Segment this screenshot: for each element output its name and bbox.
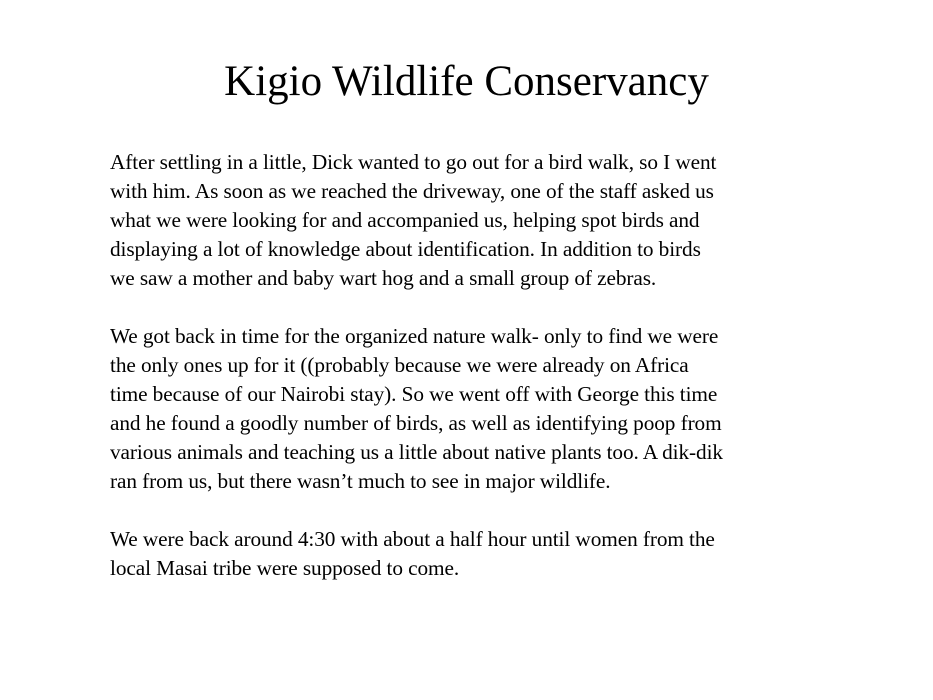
paragraph-line: various animals and teaching us a little about native plants too. A dik-dik xyxy=(110,440,723,464)
paragraph-1 xyxy=(110,148,830,293)
paragraph-line: with him. As soon as we reached the driveway, one of the staff asked us xyxy=(110,179,714,203)
paragraph-2 xyxy=(110,322,830,496)
paragraph-line: what we were looking for and accompanied us, helping spot birds and xyxy=(110,208,700,232)
paragraph-line: We got back in time for the organized nature walk- only to find we were xyxy=(110,324,719,348)
paragraph-3 xyxy=(110,525,830,583)
paragraph-line: the only ones up for it ((probably because we were already on Africa xyxy=(110,353,689,377)
paragraph-line: ran from us, but there wasn’t much to see in major wildlife. xyxy=(110,469,611,493)
paragraph-line: time because of our Nairobi stay). So we went off with George this time xyxy=(110,382,718,406)
paragraph-line: we saw a mother and baby wart hog and a small group of zebras. xyxy=(110,266,657,290)
paragraph-line: After settling in a little, Dick wanted to go out for a bird walk, so I went xyxy=(110,150,717,174)
paragraph-line: and he found a goodly number of birds, as well as identifying poop from xyxy=(110,411,722,435)
paragraph-line: We were back around 4:30 with about a half hour until women from the xyxy=(110,527,715,551)
page-title: Kigio Wildlife Conservancy xyxy=(224,58,709,105)
paragraph-line: displaying a lot of knowledge about identification. In addition to birds xyxy=(110,237,701,261)
paragraph-line: local Masai tribe were supposed to come. xyxy=(110,556,460,580)
document-body xyxy=(110,148,830,612)
